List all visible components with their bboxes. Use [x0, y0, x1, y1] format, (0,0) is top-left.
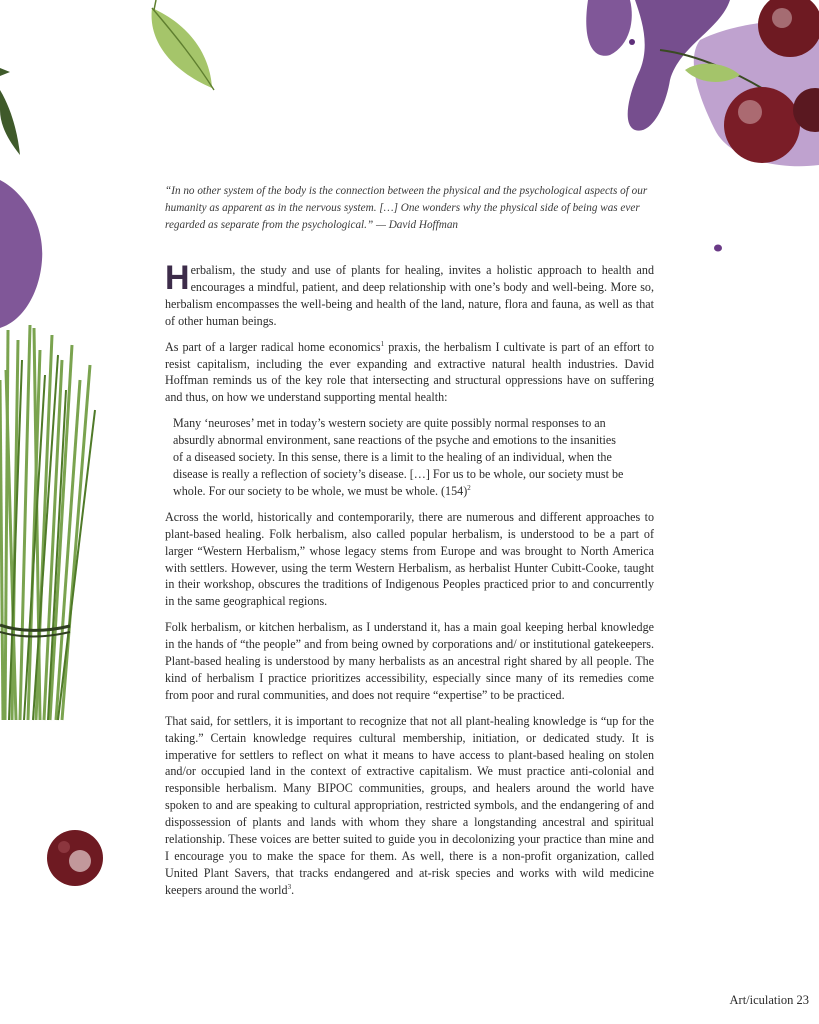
ink-dot-right — [713, 243, 723, 253]
article-body — [165, 259, 655, 908]
footnote-marker: 2 — [467, 483, 471, 492]
page-footer: Art/iculation 23 — [729, 993, 809, 1007]
paragraph-settlers-end: . — [291, 882, 295, 897]
paragraph-intro — [165, 259, 654, 330]
paragraph-praxis — [165, 339, 654, 407]
epigraph-quote: “In no other system of the body is the connection between the physical and the psychological aspects of our humanity as apparent as in the nervous system. […] One wonders why the physical side of being was ever regarded as separate from the psychological.” — David Hoffman — [165, 185, 648, 231]
paragraph-praxis-text-end: praxis, the herbalism I cultivate is part of an effort to resist capitalism, including the ever expanding and extractive natural health industries. David Hoffman reminds us of the key role that intersecting and structural oppressions have on suffering and thus, on how we understand supporting mental health: — [165, 339, 655, 405]
paragraph-settlers-text: That said, for settlers, it is important to recognize that not all plant-healing knowledge is “up for the taking.” Certain knowledge requires cultural membership, initiation, or dedicated study. It is imperative for settlers to reflect on what it means to have access to plant-based healing on stolen and/or occupied land in the context of extractive capitalism. We must practice anti-colonial and responsible herbalism. Many BIPOC communities, groups, and healers around the world have spoken to and are speaking to cultural appropriation, restricted symbols, and the endangering of and dispossession of plants and lands with whom they share a longstanding ancestral and spiritual relationship. These voices are better suited to guide you in decolonizing your practice than mine and I encourage you to make the space for them. As well, there is a non-profit organization, called United Plant Savers, that tracks endangered and at-risk species and works with wild medicine keepers around the world — [165, 713, 654, 897]
paragraph-settlers — [165, 713, 654, 899]
paragraph-approaches: Across the world, historically and contemporarily, there are numerous and different approaches to plant-based healing. Folk herbalism, also called popular herbalism, is understood to be a part of larger “Western Herbalism,” whose legacy stems from Europe and was brought to North America with settlers. However, using the term Western Herbalism, as herbalist Hunter Cubitt-Cooke, taught in their workshop, obscures the traditions of Indigenous Peoples practiced prior to and concurrently in the same geographical regions. — [165, 509, 654, 609]
paragraph-intro-text: erbalism, the study and use of plants for healing, invites a holistic approach to health and encourages a mindful, patient, and deep relationship with one’s body and well-being. More so, herbalism encompasses the well-being and health of the land, nature, flora and fauna, as well as that of other human beings. — [165, 263, 654, 328]
top-leaf-illustration — [140, 0, 230, 95]
purple-ink-splash-left — [0, 180, 48, 330]
footnote-marker: 3 — [287, 882, 292, 891]
wheatgrass-bundle-illustration — [0, 320, 100, 725]
footnote-marker: 1 — [380, 339, 385, 348]
drop-cap: H — [165, 259, 190, 297]
paragraph-folk-herbalism: Folk herbalism, or kitchen herbalism, as I understand it, has a main goal keeping herbal knowledge in the hands of “the people” and from being owned by corporations and/ or institutional gatekeepers. Plant-based healing is understood by many herbalists as an ancestral right shared by all people. The kind of herbalism I practice prioritizes accessibility, especially since many of its remedies come from poor and rural communities, and does not require “expertise” to be practiced. — [165, 620, 654, 702]
block-quote-text: Many ‘neuroses’ met in today’s western society are quite possibly normal responses to an absurdly abnormal environment, sane reactions of the psyche and emotions to the insanities of a diseased society. In this sense, there is a limit to the healing of an individual, when the disease is really a reflection of society’s disease. […] For us to be whole, our society must be whole. For our society to be whole, we must be whole. (154) — [173, 416, 624, 498]
cherries-top-right-illustration — [640, 0, 819, 170]
paragraph-praxis-text-start: As part of a larger radical home economics — [165, 339, 381, 354]
hoffman-block-quote — [173, 415, 627, 500]
top-left-leaf-edge-illustration — [0, 60, 25, 160]
cherry-bottom-left-illustration — [44, 827, 106, 889]
